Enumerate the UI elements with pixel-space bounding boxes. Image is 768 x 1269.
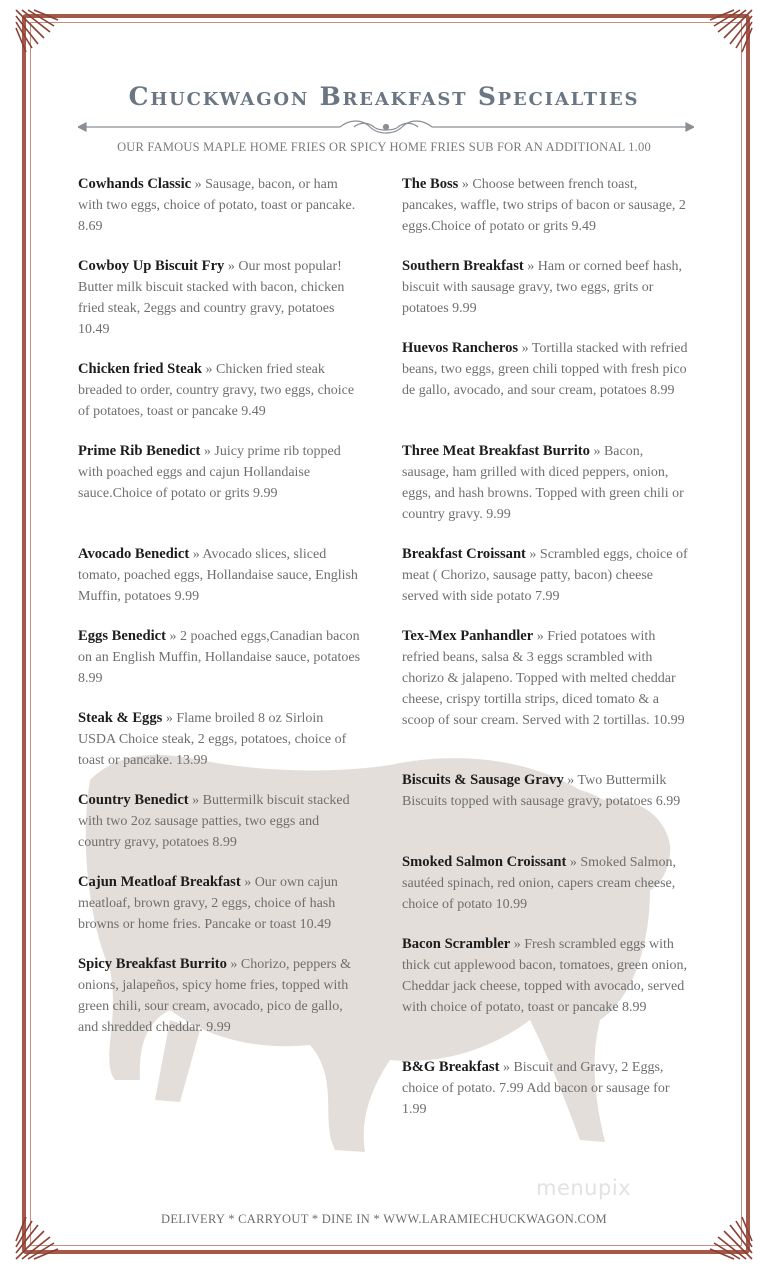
- menu-item: Breakfast Croissant » Scrambled eggs, choice of meat ( Chorizo, sausage patty, bacon) cheese served with side potato 7.99: [402, 546, 688, 604]
- menu-item: Spicy Breakfast Burrito » Chorizo, peppers & onions, jalapeños, spicy home fries, topped with green chili, sour cream, avocado, pico de gallo, and shredded cheddar. 9.99: [78, 956, 351, 1035]
- menu-item: Tex-Mex Panhandler » Fried potatoes with refried beans, salsa & 3 eggs scrambled with chorizo & jalapeno. Topped with melted cheddar cheese, crispy tortilla strips, diced tomato & a scoop of sour cream. Served with 2 tortillas. 10.99: [402, 628, 685, 728]
- menu-item: Cowboy Up Biscuit Fry » Our most popular! Butter milk biscuit stacked with bacon, chicken fried steak, 2eggs and country gravy, potatoes 10.49: [78, 258, 345, 337]
- menu-item: Huevos Rancheros » Tortilla stacked with refried beans, two eggs, green chili topped with fresh pico de gallo, avocado, and sour cream, potatoes 8.99: [402, 340, 688, 398]
- menu-item: Eggs Benedict » 2 poached eggs,Canadian bacon on an English Muffin, Hollandaise sauce, potatoes 8.99: [78, 628, 361, 686]
- corner-ornament-icon: [14, 8, 60, 54]
- subtitle-note: OUR FAMOUS MAPLE HOME FRIES OR SPICY HOME FRIES SUB FOR AN ADDITIONAL 1.00: [117, 140, 651, 154]
- menu-item: Smoked Salmon Croissant » Smoked Salmon, sautéed spinach, red onion, capers cream cheese, choice of potato 10.99: [402, 854, 677, 912]
- page-title: Chuckwagon Breakfast Specialties: [128, 82, 640, 111]
- menu-item: Cowhands Classic » Sausage, bacon, or ham with two eggs, choice of potato, toast or pancake. 8.69: [78, 176, 356, 234]
- menu-item: Steak & Eggs » Flame broiled 8 oz Sirloin USDA Choice steak, 2 eggs, potatoes, choice of toast or pancake. 13.99: [78, 710, 347, 768]
- corner-ornament-icon: [708, 8, 754, 54]
- menu-item: The Boss » Choose between french toast, pancakes, waffle, two strips of bacon or sausage, 2 eggs.Choice of potato or grits 9.49: [402, 176, 686, 234]
- menu-item: Bacon Scrambler » Fresh scrambled eggs with thick cut applewood bacon, tomatoes, green onion, Cheddar jack cheese, topped with avocado, served with choice of potato, toast or pancake 8.99: [402, 936, 687, 1015]
- menu-item: Prime Rib Benedict » Juicy prime rib topped with poached eggs and cajun Hollandaise sauce.Choice of potato or grits 9.99: [78, 443, 341, 501]
- menu-item: Cajun Meatloaf Breakfast » Our own cajun meatloaf, brown gravy, 2 eggs, choice of hash browns or home fries. Pancake or toast 10.49: [78, 874, 338, 932]
- menu-item: B&G Breakfast » Biscuit and Gravy, 2 Eggs, choice of potato. 7.99 Add bacon or sausage for 1.99: [402, 1059, 670, 1117]
- menu-item: Country Benedict » Buttermilk biscuit stacked with two 2oz sausage patties, two eggs and country gravy, potatoes 8.99: [78, 792, 350, 850]
- menu-item: Southern Breakfast » Ham or corned beef hash, biscuit with sausage gravy, two eggs, grits or potatoes 9.99: [402, 258, 682, 316]
- menu-item: Avocado Benedict » Avocado slices, sliced tomato, poached eggs, Hollandaise sauce, English Muffin, potatoes 9.99: [78, 546, 358, 604]
- menu-item: Three Meat Breakfast Burrito » Bacon, sausage, ham grilled with diced peppers, onion, eggs, and hash browns. Topped with green chili or country gravy. 9.99: [402, 443, 684, 522]
- menu-item: Biscuits & Sausage Gravy » Two Buttermilk Biscuits topped with sausage gravy, potatoes 6.99: [402, 772, 681, 809]
- footer-text: DELIVERY * CARRYOUT * DINE IN * WWW.LARAMIECHUCKWAGON.COM: [161, 1212, 607, 1226]
- divider-ornament-icon: [78, 117, 694, 137]
- menupix-watermark: menupix: [536, 1176, 632, 1200]
- menu-item: Chicken fried Steak » Chicken fried steak breaded to order, country gravy, two eggs, choice of potatoes, toast or pancake 9.49: [78, 361, 355, 419]
